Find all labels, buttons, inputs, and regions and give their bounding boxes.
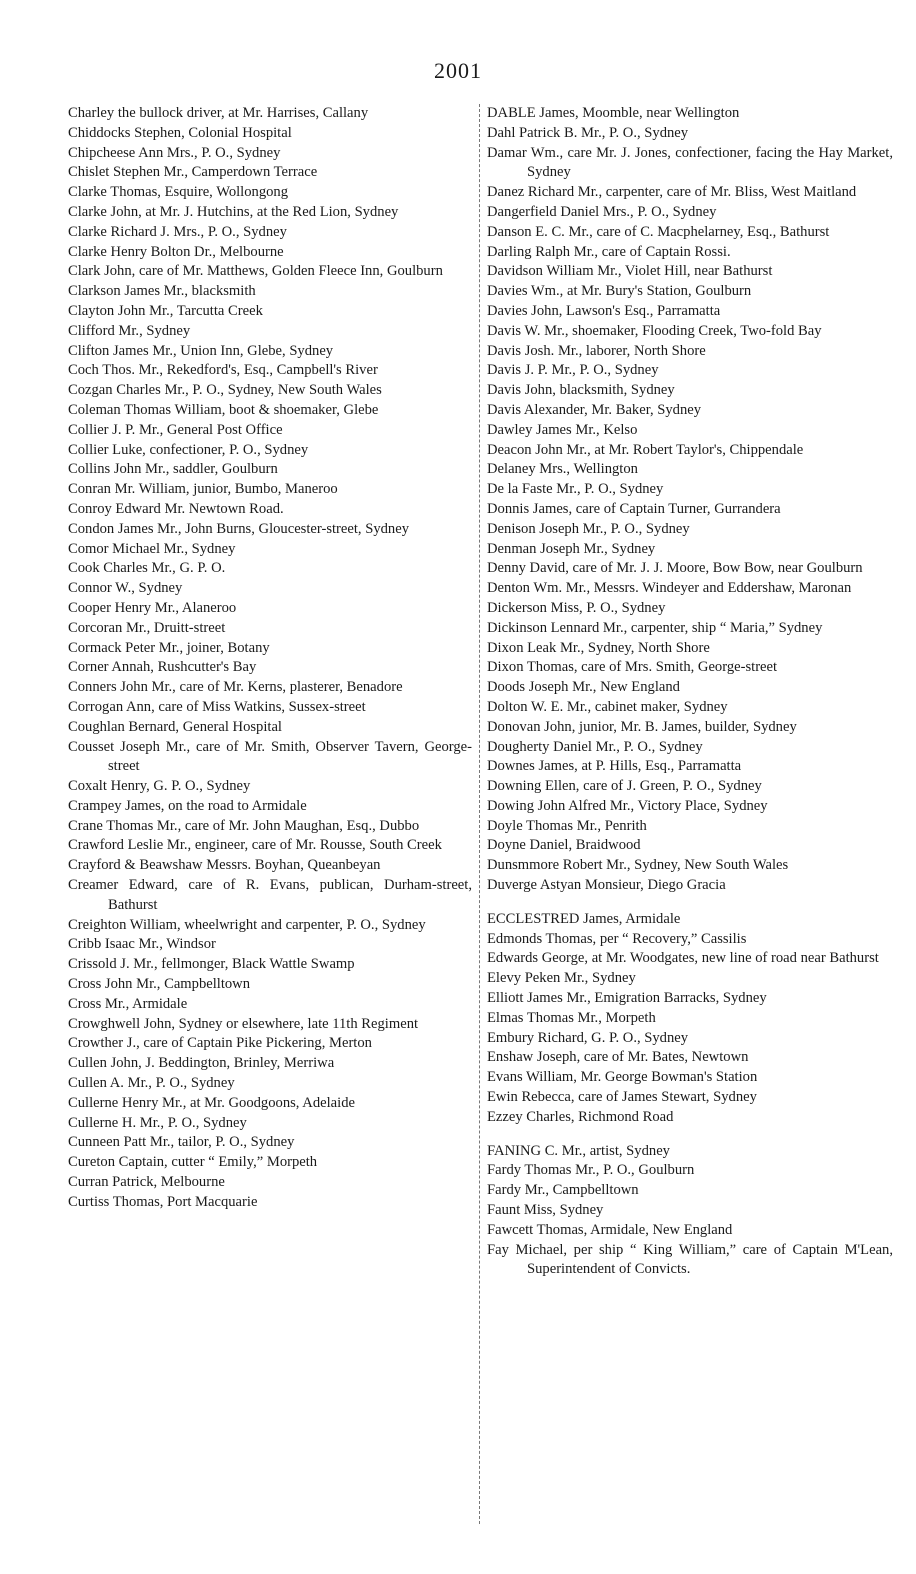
- directory-entry: Coxalt Henry, G. P. O., Sydney: [68, 778, 251, 795]
- directory-entry: Cross Mr., Armidale: [68, 995, 188, 1012]
- directory-entry: Cormack Peter Mr., joiner, Botany: [68, 639, 270, 656]
- directory-entry: Duverge Astyan Monsieur, Diego Gracia: [487, 877, 726, 894]
- directory-entry: Crawford Leslie Mr., engineer, care of Mr. Rousse, South Creek: [68, 837, 442, 854]
- directory-entry: Delaney Mrs., Wellington: [487, 461, 638, 478]
- directory-entry: Conners John Mr., care of Mr. Kerns, plasterer, Benadore: [68, 679, 403, 696]
- directory-entry: Danson E. C. Mr., care of C. Macphelarney, Esq., Bathurst: [487, 223, 830, 240]
- left-column: [68, 104, 472, 1213]
- directory-entry: Cunneen Patt Mr., tailor, P. O., Sydney: [68, 1134, 295, 1151]
- directory-entry: Davies John, Lawson's Esq., Parramatta: [487, 302, 721, 319]
- directory-entry: Chislet Stephen Mr., Camperdown Terrace: [68, 164, 318, 181]
- directory-entry: Elliott James Mr., Emigration Barracks, Sydney: [487, 990, 767, 1007]
- directory-entry: Davidson William Mr., Violet Hill, near Bathurst: [487, 263, 773, 280]
- directory-entry: Chiddocks Stephen, Colonial Hospital: [68, 124, 292, 141]
- directory-entry: Crane Thomas Mr., care of Mr. John Maughan, Esq., Dubbo: [68, 817, 420, 834]
- directory-entry: Dickinson Lennard Mr., carpenter, ship “ Maria,” Sydney: [487, 619, 823, 636]
- directory-entry: Comor Michael Mr., Sydney: [68, 540, 236, 557]
- right-column: [487, 104, 893, 1280]
- directory-entry: Cozgan Charles Mr., P. O., Sydney, New South Wales: [68, 382, 382, 399]
- directory-entry: Cullen A. Mr., P. O., Sydney: [68, 1075, 235, 1092]
- directory-entry: Crowghwell John, Sydney or elsewhere, late 11th Regiment: [68, 1015, 419, 1032]
- directory-entry: Davis John, blacksmith, Sydney: [487, 382, 675, 399]
- directory-entry: Clarke Henry Bolton Dr., Melbourne: [68, 243, 284, 260]
- directory-entry: Denman Joseph Mr., Sydney: [487, 540, 656, 557]
- directory-entry: Davis W. Mr., shoemaker, Flooding Creek, Two-fold Bay: [487, 322, 822, 339]
- directory-entry: Deacon John Mr., at Mr. Robert Taylor's, Chippendale: [487, 441, 804, 458]
- section-e-entries: [487, 910, 893, 1128]
- directory-entry: Davies Wm., at Mr. Bury's Station, Goulburn: [487, 283, 752, 300]
- directory-entry: Crowther J., care of Captain Pike Pickering, Merton: [68, 1035, 372, 1052]
- directory-entry: Dahl Patrick B. Mr., P. O., Sydney: [487, 124, 689, 141]
- directory-entry: Ezzey Charles, Richmond Road: [487, 1108, 674, 1125]
- directory-entry: FANING C. Mr., artist, Sydney: [487, 1142, 670, 1159]
- directory-entry: DABLE James, Moomble, near Wellington: [487, 105, 740, 121]
- directory-entry: Donovan John, junior, Mr. B. James, builder, Sydney: [487, 718, 797, 735]
- directory-entry: Dougherty Daniel Mr., P. O., Sydney: [487, 738, 703, 755]
- section-d-entries: [487, 104, 893, 896]
- directory-entry: Dixon Leak Mr., Sydney, North Shore: [487, 639, 710, 656]
- directory-entry: Elmas Thomas Mr., Morpeth: [487, 1009, 656, 1026]
- directory-entry: Danez Richard Mr., carpenter, care of Mr. Bliss, West Maitland: [487, 184, 857, 201]
- directory-entry: Davis Alexander, Mr. Baker, Sydney: [487, 401, 702, 418]
- directory-entry: Davis J. P. Mr., P. O., Sydney: [487, 362, 659, 379]
- directory-entry: Conroy Edward Mr. Newtown Road.: [68, 500, 284, 517]
- directory-entry: Clark John, care of Mr. Matthews, Golden Fleece Inn, Goulburn: [68, 263, 443, 280]
- directory-entry: Cribb Isaac Mr., Windsor: [68, 936, 216, 953]
- directory-entry: Damar Wm., care Mr. J. Jones, confectioner, facing the Hay Market, Sydney: [487, 144, 893, 181]
- directory-entry: Cureton Captain, cutter “ Emily,” Morpeth: [68, 1154, 318, 1171]
- directory-entry: Coleman Thomas William, boot & shoemaker, Glebe: [68, 401, 379, 418]
- directory-entry: Cullerne H. Mr., P. O., Sydney: [68, 1114, 247, 1131]
- page-number: 2001: [434, 58, 482, 83]
- directory-entry: Clifford Mr., Sydney: [68, 322, 191, 339]
- directory-entry: ECCLESTRED James, Armidale: [487, 910, 681, 927]
- directory-entry: Corcoran Mr., Druitt-street: [68, 619, 226, 636]
- directory-entry: Dickerson Miss, P. O., Sydney: [487, 599, 666, 616]
- directory-entry: Conran Mr. William, junior, Bumbo, Maneroo: [68, 481, 338, 498]
- directory-entry: Clifton James Mr., Union Inn, Glebe, Sydney: [68, 342, 334, 359]
- directory-entry: Fay Michael, per ship “ King William,” care of Captain M'Lean, Superintendent of Convicts.: [487, 1241, 893, 1278]
- directory-entry: Edmonds Thomas, per “ Recovery,” Cassilis: [487, 930, 747, 947]
- directory-entry: Darling Ralph Mr., care of Captain Rossi.: [487, 243, 731, 260]
- directory-entry: Denison Joseph Mr., P. O., Sydney: [487, 520, 690, 537]
- directory-entry: Doods Joseph Mr., New England: [487, 679, 680, 696]
- section-gap: [487, 1128, 893, 1142]
- directory-entry: Embury Richard, G. P. O., Sydney: [487, 1029, 689, 1046]
- directory-entry: Collins John Mr., saddler, Goulburn: [68, 461, 278, 478]
- directory-entry: Coughlan Bernard, General Hospital: [68, 718, 282, 735]
- directory-entry: Cousset Joseph Mr., care of Mr. Smith, Observer Tavern, George-street: [68, 738, 472, 775]
- directory-entry: Dunsmmore Robert Mr., Sydney, New South Wales: [487, 857, 789, 874]
- directory-entry: Dolton W. E. Mr., cabinet maker, Sydney: [487, 698, 728, 715]
- directory-entry: Corrogan Ann, care of Miss Watkins, Sussex-street: [68, 698, 366, 715]
- directory-entry: Connor W., Sydney: [68, 580, 183, 597]
- directory-entry: Cook Charles Mr., G. P. O.: [68, 560, 226, 577]
- directory-entry: Enshaw Joseph, care of Mr. Bates, Newtown: [487, 1049, 749, 1066]
- directory-entry: Curtiss Thomas, Port Macquarie: [68, 1193, 258, 1210]
- directory-entry: Elevy Peken Mr., Sydney: [487, 970, 636, 987]
- directory-entry: Dowing John Alfred Mr., Victory Place, Sydney: [487, 797, 768, 814]
- directory-entry: Fawcett Thomas, Armidale, New England: [487, 1221, 733, 1238]
- directory-entry: Cross John Mr., Campbelltown: [68, 976, 251, 993]
- directory-entry: Evans William, Mr. George Bowman's Station: [487, 1069, 758, 1086]
- directory-entry: Cullerne Henry Mr., at Mr. Goodgoons, Adelaide: [68, 1094, 355, 1111]
- directory-entry: Doyne Daniel, Braidwood: [487, 837, 641, 854]
- directory-entry: Doyle Thomas Mr., Penrith: [487, 817, 647, 834]
- directory-entry: Clarke John, at Mr. J. Hutchins, at the Red Lion, Sydney: [68, 203, 399, 220]
- column-divider: [479, 104, 480, 1524]
- directory-entry: Clarkson James Mr., blacksmith: [68, 283, 256, 300]
- directory-entry: Clarke Thomas, Esquire, Wollongong: [68, 184, 289, 201]
- directory-entry: Downes James, at P. Hills, Esq., Parramatta: [487, 758, 742, 775]
- directory-entry: Fardy Thomas Mr., P. O., Goulburn: [487, 1162, 695, 1179]
- directory-entry: Donnis James, care of Captain Turner, Gurrandera: [487, 500, 781, 517]
- directory-entry: Collier J. P. Mr., General Post Office: [68, 421, 283, 438]
- directory-entry: Corner Annah, Rushcutter's Bay: [68, 659, 257, 676]
- directory-entry: Clarke Richard J. Mrs., P. O., Sydney: [68, 223, 287, 240]
- directory-entry: Condon James Mr., John Burns, Gloucester-street, Sydney: [68, 520, 410, 537]
- directory-entry: Crayford & Beawshaw Messrs. Boyhan, Queanbeyan: [68, 857, 381, 874]
- directory-entry: De la Faste Mr., P. O., Sydney: [487, 481, 664, 498]
- directory-entry: Chipcheese Ann Mrs., P. O., Sydney: [68, 144, 281, 161]
- directory-entry: Crissold J. Mr., fellmonger, Black Wattle Swamp: [68, 956, 355, 973]
- directory-entry: Curran Patrick, Melbourne: [68, 1174, 225, 1191]
- directory-entry: Denny David, care of Mr. J. J. Moore, Bow Bow, near Goulburn: [487, 560, 863, 577]
- directory-entry: Dawley James Mr., Kelso: [487, 421, 638, 438]
- directory-entry: Crampey James, on the road to Armidale: [68, 797, 307, 814]
- directory-entry: Charley the bullock driver, at Mr. Harrises, Callany: [68, 105, 369, 121]
- directory-entry: Faunt Miss, Sydney: [487, 1202, 604, 1219]
- directory-entry: Creamer Edward, care of R. Evans, publican, Durham-street, Bathurst: [68, 877, 472, 913]
- directory-entry: Edwards George, at Mr. Woodgates, new line of road near Bathurst: [487, 950, 879, 967]
- directory-entry: Creighton William, wheelwright and carpenter, P. O., Sydney: [68, 916, 426, 933]
- directory-entry: Denton Wm. Mr., Messrs. Windeyer and Eddershaw, Maronan: [487, 580, 852, 597]
- directory-entry: Fardy Mr., Campbelltown: [487, 1182, 639, 1199]
- directory-entry: Collier Luke, confectioner, P. O., Sydney: [68, 441, 309, 458]
- directory-entry: Cooper Henry Mr., Alaneroo: [68, 599, 237, 616]
- directory-entry: Davis Josh. Mr., laborer, North Shore: [487, 342, 706, 359]
- directory-entry: Clayton John Mr., Tarcutta Creek: [68, 302, 263, 319]
- section-gap: [487, 896, 893, 910]
- directory-entry: Cullen John, J. Beddington, Brinley, Merriwa: [68, 1055, 335, 1072]
- directory-entry: Coch Thos. Mr., Rekedford's, Esq., Campbell's River: [68, 362, 378, 379]
- directory-entry: Downing Ellen, care of J. Green, P. O., Sydney: [487, 778, 762, 795]
- directory-entry: Dangerfield Daniel Mrs., P. O., Sydney: [487, 203, 717, 220]
- section-f-entries: [487, 1142, 893, 1281]
- directory-entry: Ewin Rebecca, care of James Stewart, Sydney: [487, 1089, 757, 1106]
- directory-entry: Dixon Thomas, care of Mrs. Smith, George-street: [487, 659, 778, 676]
